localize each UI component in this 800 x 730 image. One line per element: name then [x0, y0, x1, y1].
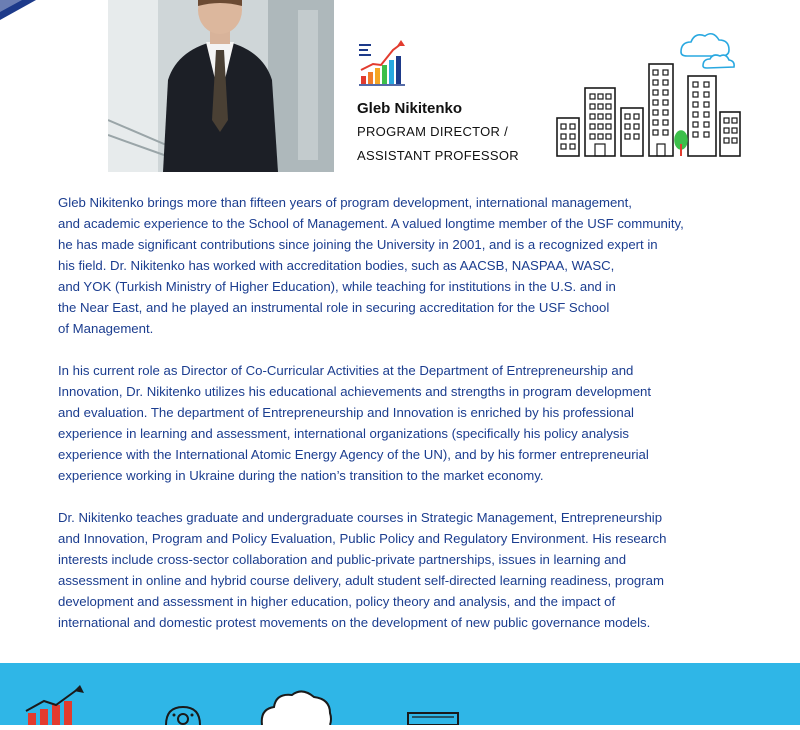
- profile-name: Gleb Nikitenko: [357, 100, 463, 117]
- biography: [58, 192, 768, 654]
- growth-chart-icon: [22, 683, 92, 730]
- bio-paragraph-3: Dr. Nikitenko teaches graduate and undergraduate courses in Strategic Management, Entrepreneurship and Innovation, Program and Policy Evaluation, Public Policy and Regulatory Environment. His research interests include cross-sector collaboration and public-private partnerships, issues in learning and assessment in online and hybrid course delivery, adult student self-directed learning readiness, program development and assessment in higher education, policy theory and analysis, and the impact of international and domestic protest movements on the development of new public governance models.: [58, 510, 667, 630]
- bio-paragraph-1: Gleb Nikitenko brings more than fifteen years of program development, international management, and academic experience to the School of Management. A valued longtime member of the USF community, he has made significant contributions since joining the University in 2001, and is a recognized expert in his field. Dr. Nikitenko has worked with accreditation bodies, such as AACSB, NASPAA, WASC, and YOK (Turkish Ministry of Higher Education), while teaching for institutions in the U.S. and in the Near East, and he played an instrumental role in securing accreditation for the USF School of Management.: [58, 195, 684, 336]
- footer-band: [0, 663, 800, 725]
- profile-info: [357, 38, 537, 165]
- profile-title: [357, 123, 537, 165]
- gear-brain-icon: [160, 703, 206, 730]
- bio-paragraph-2: In his current role as Director of Co-Curricular Activities at the Department of Entrepreneurship and Innovation, Dr. Nikitenko utilizes his educational achievements and strengths in program development and evaluation. The department of Entrepreneurship and Innovation is enriched by his professional experience in learning and assessment, international organizations (specifically his policy analysis experience with the International Atomic Energy Agency of the UN), and by his former entrepreneurial experience working in Ukraine during the nation’s transition to the market economy.: [58, 363, 652, 483]
- city-skyline-icon: [553, 26, 743, 161]
- profile-title-line2: ASSISTANT PROFESSOR: [357, 148, 519, 163]
- laptop-icon: [406, 711, 460, 730]
- growth-chart-icon: [357, 38, 407, 88]
- cloud-icon: [256, 687, 336, 730]
- profile-title-line1: PROGRAM DIRECTOR /: [357, 124, 509, 139]
- profile-photo: [108, 0, 334, 172]
- corner-decoration: [0, 0, 36, 20]
